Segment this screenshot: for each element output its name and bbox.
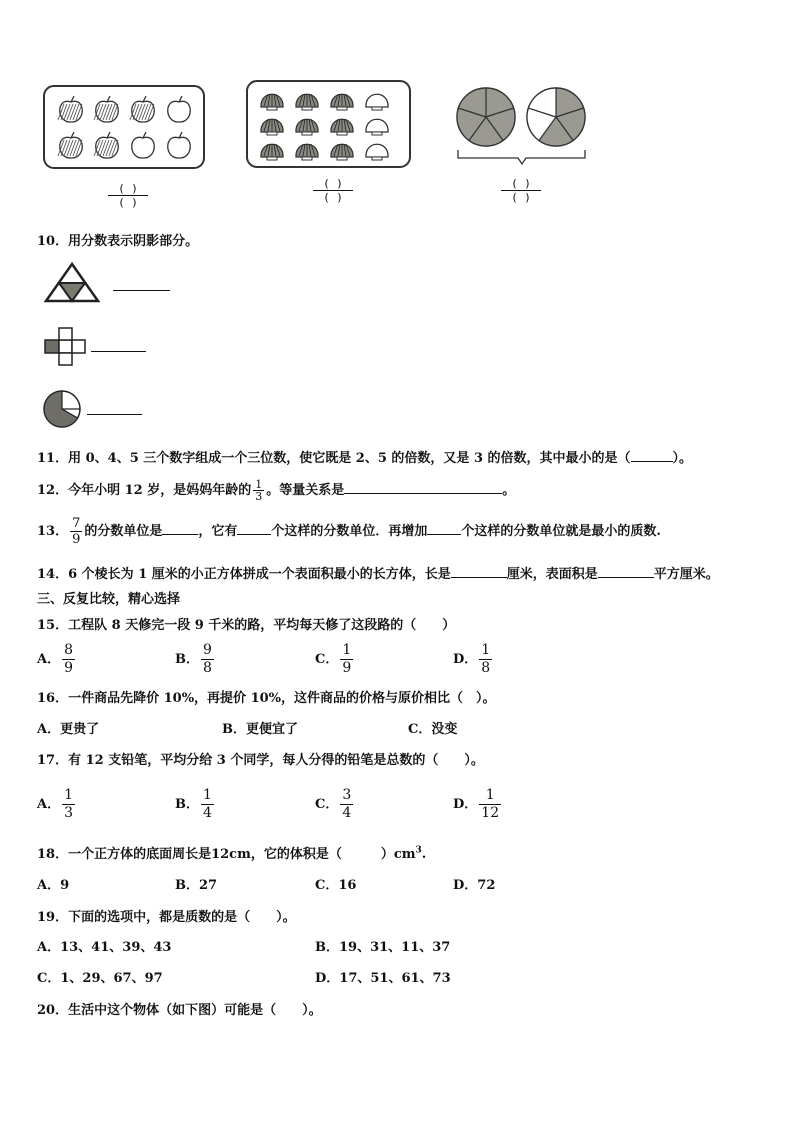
question-12 (37, 479, 515, 502)
shell-icon (296, 94, 318, 110)
box1-numerator: ( ) (108, 182, 148, 196)
q14-text-a: 14．6 个棱长为 1 厘米的小正方体拼成一个表面积最小的长方体，长是 (37, 567, 451, 582)
box3-numerator: ( ) (501, 177, 541, 191)
q13-text-c: 个这样的分数单位．再增加 (271, 524, 428, 539)
q11-text: 11．用 0、4、5 三个数字组成一个三位数，使它既是 2、5 的倍数，又是 3 的倍数，其中最小的是（ (37, 451, 631, 466)
box3-fraction-label[interactable] (501, 177, 541, 204)
q16-option-b[interactable]: B．更便宜了 (222, 722, 298, 737)
question-18 (37, 843, 426, 862)
q19-option-b[interactable]: B．19、31、11、37 (315, 940, 451, 955)
q18-text: 18．一个正方体的底面周长是12cm，它的体积是（ ）cm (37, 847, 416, 862)
q13-fraction: $\frac{7}{9}$ (72, 516, 81, 547)
question-15: 15．工程队 8 天修完一段 9 千米的路，平均每天修了这段路的（ ） (37, 618, 456, 633)
question-20: 20．生活中这个物体（如下图）可能是（ ）。 (37, 1003, 322, 1018)
q17-option-d[interactable]: D． $\frac{1}{12}$ (453, 787, 500, 821)
q13-blank-2[interactable] (237, 534, 271, 535)
q12-text-end: 。 (502, 483, 516, 498)
q10-answer-line-3[interactable] (87, 414, 142, 415)
q15-option-c[interactable]: C． $\frac{1}{9}$ (315, 642, 352, 676)
apple-icon (168, 132, 191, 158)
question-16: 16．一件商品先降价 10%，再提价 10%，这件商品的价格与原价相比（ ）。 (37, 691, 496, 706)
question-19: 19．下面的选项中，都是质数的是（ ）。 (37, 910, 296, 925)
section-3-heading: 三、反复比较，精心选择 (37, 592, 181, 607)
shell-icon (261, 144, 283, 160)
q19-option-c[interactable]: C．1、29、67、97 (37, 971, 163, 986)
q18-option-a[interactable]: A．9 (37, 878, 70, 893)
q12-fraction: $\frac{1}{3}$ (255, 478, 263, 503)
shell-icon (366, 94, 388, 110)
triangle-figure (44, 261, 104, 306)
q13-blank-3[interactable] (427, 534, 461, 535)
apple-icon (58, 96, 82, 122)
apple-icon (130, 96, 154, 122)
question-11 (37, 447, 692, 466)
pie-figure (40, 391, 90, 431)
q14-blank-2[interactable] (598, 577, 654, 578)
shell-icon (261, 119, 283, 135)
q13-text-a: 的分数单位是 (84, 524, 163, 539)
box2-numerator: ( ) (313, 177, 353, 191)
q11-text-end: ）。 (672, 451, 693, 466)
apple-icon (94, 96, 118, 122)
q16-option-c[interactable]: C．没变 (408, 722, 458, 737)
apple-icon (132, 132, 155, 158)
box2-fraction-label[interactable] (313, 177, 353, 204)
cross-net-figure (44, 332, 94, 372)
q10-answer-line-2[interactable] (91, 351, 146, 352)
box1-denominator: ( ) (118, 196, 138, 209)
question-13 (37, 516, 661, 547)
q13-text-b: ，它有 (198, 524, 238, 539)
q18-superscript: 3 (415, 845, 422, 856)
q18-option-c[interactable]: C．16 (315, 878, 357, 893)
q12-answer-blank[interactable] (344, 493, 502, 494)
q19-option-a[interactable]: A．13、41、39、43 (37, 940, 172, 955)
q12-text: 12．今年小明 12 岁，是妈妈年龄的 (37, 483, 252, 498)
shell-icon (296, 144, 318, 160)
box3-denominator: ( ) (511, 191, 531, 204)
shell-icon (366, 119, 388, 135)
q17-option-b[interactable]: B． $\frac{1}{4}$ (175, 787, 212, 821)
shell-icon (366, 144, 388, 160)
shell-icon (331, 94, 353, 110)
q13-blank-1[interactable] (162, 534, 198, 535)
q15-option-b[interactable]: B． $\frac{9}{8}$ (175, 642, 212, 676)
shell-icon (261, 94, 283, 110)
q17-option-a[interactable]: A． $\frac{1}{3}$ (37, 787, 74, 821)
question-17: 17．有 12 支铅笔，平均分给 3 个同学，每人分得的铅笔是总数的（ ）。 (37, 753, 484, 768)
q18-option-b[interactable]: B．27 (175, 878, 218, 893)
q10-answer-line-1[interactable] (113, 290, 170, 291)
apple-icon (168, 96, 191, 122)
q13-text-d: 个这样的分数单位就是最小的质数. (461, 524, 661, 539)
q15-option-a[interactable]: A． $\frac{8}{9}$ (37, 642, 74, 676)
q15-option-d[interactable]: D． $\frac{1}{8}$ (453, 642, 491, 676)
q14-text-b: 厘米，表面积是 (506, 567, 598, 582)
apple-icon (58, 132, 82, 158)
box2-denominator: ( ) (323, 191, 343, 204)
q11-answer-blank[interactable] (631, 461, 673, 462)
question-10: 10．用分数表示阴影部分。 (37, 234, 199, 249)
box1-fraction-label[interactable] (108, 182, 148, 209)
shell-icon (296, 119, 318, 135)
shell-icon (331, 119, 353, 135)
q19-option-d[interactable]: D．17、51、61、73 (315, 971, 451, 986)
q12-text-mid: 。等量关系是 (266, 483, 345, 498)
q14-blank-1[interactable] (451, 577, 507, 578)
shell-icon (331, 144, 353, 160)
q13-number: 13． (37, 524, 69, 539)
apple-icon (94, 132, 118, 158)
q16-option-a[interactable]: A．更贵了 (37, 722, 100, 737)
q14-text-c: 平方厘米。 (653, 567, 719, 582)
q17-option-c[interactable]: C． $\frac{3}{4}$ (315, 787, 352, 821)
question-14 (37, 563, 719, 582)
q18-text-end: . (421, 847, 427, 862)
q18-option-d[interactable]: D．72 (453, 878, 496, 893)
